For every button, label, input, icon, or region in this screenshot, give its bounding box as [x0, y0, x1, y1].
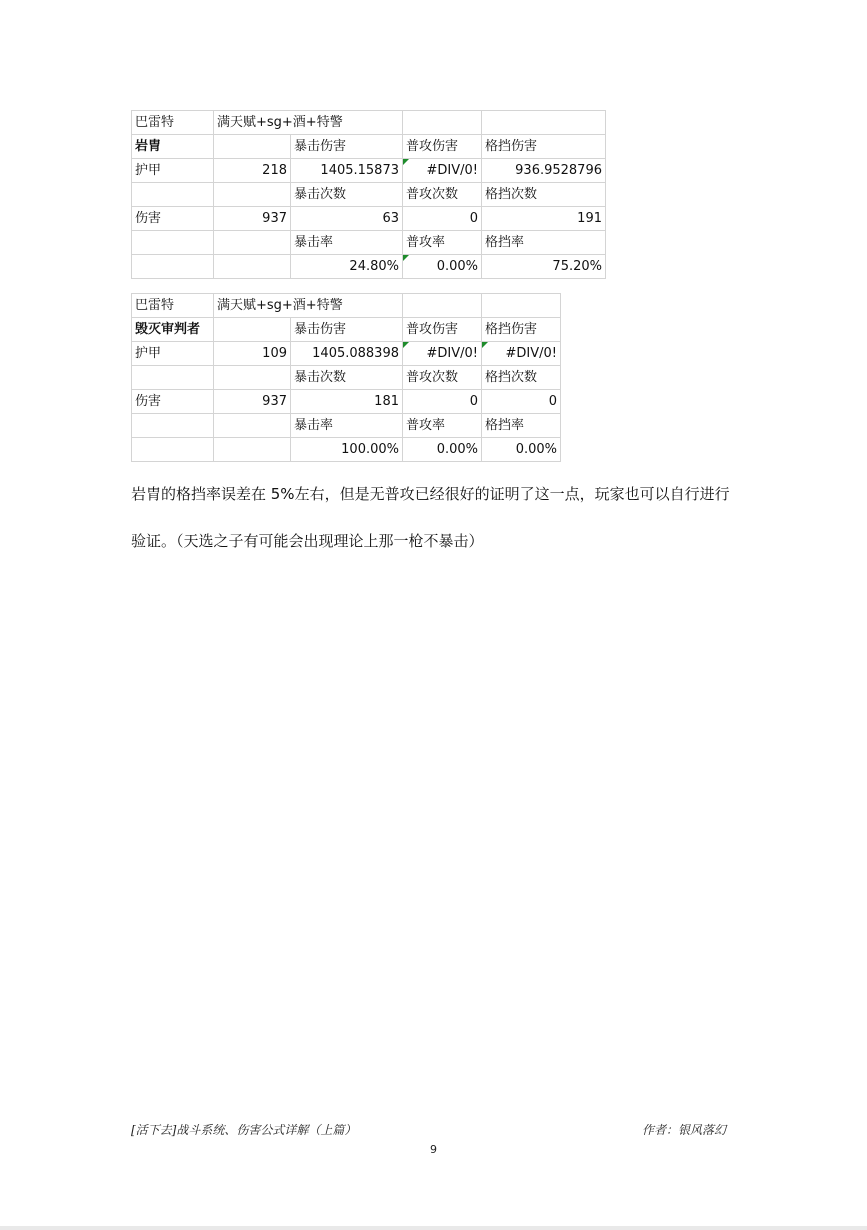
- table-cell: [482, 294, 561, 318]
- table-cell: 1405.15873: [291, 159, 403, 183]
- table-cell: 暴击伤害: [291, 135, 403, 159]
- table-cell: 109: [214, 342, 291, 366]
- table-cell: [214, 438, 291, 462]
- table-cell: [482, 111, 606, 135]
- table-cell: [214, 414, 291, 438]
- table-row: [132, 294, 561, 318]
- body-paragraph-line: 岩胄的格挡率误差在 5%左右，但是无普攻已经很好的证明了这一点，玩家也可以自行进行: [131, 485, 730, 503]
- table-cell: 格挡次数: [482, 366, 561, 390]
- table-cell: 普攻率: [403, 231, 482, 255]
- table-cell: 格挡次数: [482, 183, 606, 207]
- table-cell: 0.00%: [482, 438, 561, 462]
- table-row: [132, 207, 606, 231]
- table-cell: 暴击次数: [291, 366, 403, 390]
- table-row: [132, 318, 561, 342]
- table-cell: 普攻次数: [403, 183, 482, 207]
- table-cell: 暴击次数: [291, 183, 403, 207]
- table-cell: 100.00%: [291, 438, 403, 462]
- table-cell: 0: [403, 390, 482, 414]
- table-cell: 护甲: [132, 159, 214, 183]
- table-cell: [132, 231, 214, 255]
- table-cell: 毁灭审判者: [132, 318, 214, 342]
- table-cell: 满天赋+sg+酒+特警: [214, 294, 403, 318]
- table-cell: 格挡伤害: [482, 318, 561, 342]
- table-cell: 暴击率: [291, 231, 403, 255]
- table-cell: [132, 438, 214, 462]
- table-body: [132, 294, 561, 462]
- table-cell: 普攻伤害: [403, 318, 482, 342]
- table-cell: 格挡率: [482, 231, 606, 255]
- table-cell: 0: [482, 390, 561, 414]
- table-cell: 普攻次数: [403, 366, 482, 390]
- table-cell: 伤害: [132, 390, 214, 414]
- spreadsheet-table-destroyer: [131, 293, 561, 462]
- table-cell: 巴雷特: [132, 294, 214, 318]
- table-cell: 218: [214, 159, 291, 183]
- table-cell: [214, 255, 291, 279]
- footer-document-title: [活下去]战斗系统、伤害公式详解（上篇）: [131, 1123, 357, 1137]
- table-cell: [214, 318, 291, 342]
- table-row: [132, 438, 561, 462]
- table-cell: [214, 135, 291, 159]
- table-row: [132, 390, 561, 414]
- footer-author: 作者：银风落幻: [642, 1123, 727, 1137]
- table-cell: [214, 183, 291, 207]
- table-cell: 75.20%: [482, 255, 606, 279]
- table-row: [132, 255, 606, 279]
- error-cell: #DIV/0!: [403, 159, 482, 183]
- table-cell: 181: [291, 390, 403, 414]
- body-paragraph-line: 验证。（天选之子有可能会出现理论上那一枪不暴击）: [131, 532, 484, 550]
- table-cell: 24.80%: [291, 255, 403, 279]
- error-cell: #DIV/0!: [403, 342, 482, 366]
- table-cell: 937: [214, 390, 291, 414]
- table-cell: 格挡伤害: [482, 135, 606, 159]
- table-row: [132, 135, 606, 159]
- table-row: [132, 111, 606, 135]
- table-cell: 63: [291, 207, 403, 231]
- table-cell: 0: [403, 207, 482, 231]
- table-cell: 937: [214, 207, 291, 231]
- table-cell: 格挡率: [482, 414, 561, 438]
- table-cell: [403, 294, 482, 318]
- table-cell: 岩胄: [132, 135, 214, 159]
- table-row: [132, 414, 561, 438]
- table-cell: 满天赋+sg+酒+特警: [214, 111, 403, 135]
- table-cell: 伤害: [132, 207, 214, 231]
- table-cell: [132, 183, 214, 207]
- table-cell: [132, 366, 214, 390]
- spreadsheet-table-yanzhou: [131, 110, 606, 279]
- table-cell: [214, 366, 291, 390]
- table-row: [132, 183, 606, 207]
- table-cell: 0.00%: [403, 255, 482, 279]
- table-cell: [403, 111, 482, 135]
- table-row: [132, 231, 606, 255]
- table-cell: 191: [482, 207, 606, 231]
- table-row: [132, 342, 561, 366]
- table-body: [132, 111, 606, 279]
- table-cell: 护甲: [132, 342, 214, 366]
- table-cell: 暴击伤害: [291, 318, 403, 342]
- table-cell: 普攻率: [403, 414, 482, 438]
- table-cell: [132, 255, 214, 279]
- page-number: 9: [430, 1143, 437, 1156]
- table-row: [132, 159, 606, 183]
- table-cell: 巴雷特: [132, 111, 214, 135]
- table-cell: 936.9528796: [482, 159, 606, 183]
- table-cell: 1405.088398: [291, 342, 403, 366]
- table-cell: [214, 231, 291, 255]
- table-cell: 暴击率: [291, 414, 403, 438]
- table-row: [132, 366, 561, 390]
- error-cell: #DIV/0!: [482, 342, 561, 366]
- table-cell: 普攻伤害: [403, 135, 482, 159]
- table-cell: [132, 414, 214, 438]
- table-cell: 0.00%: [403, 438, 482, 462]
